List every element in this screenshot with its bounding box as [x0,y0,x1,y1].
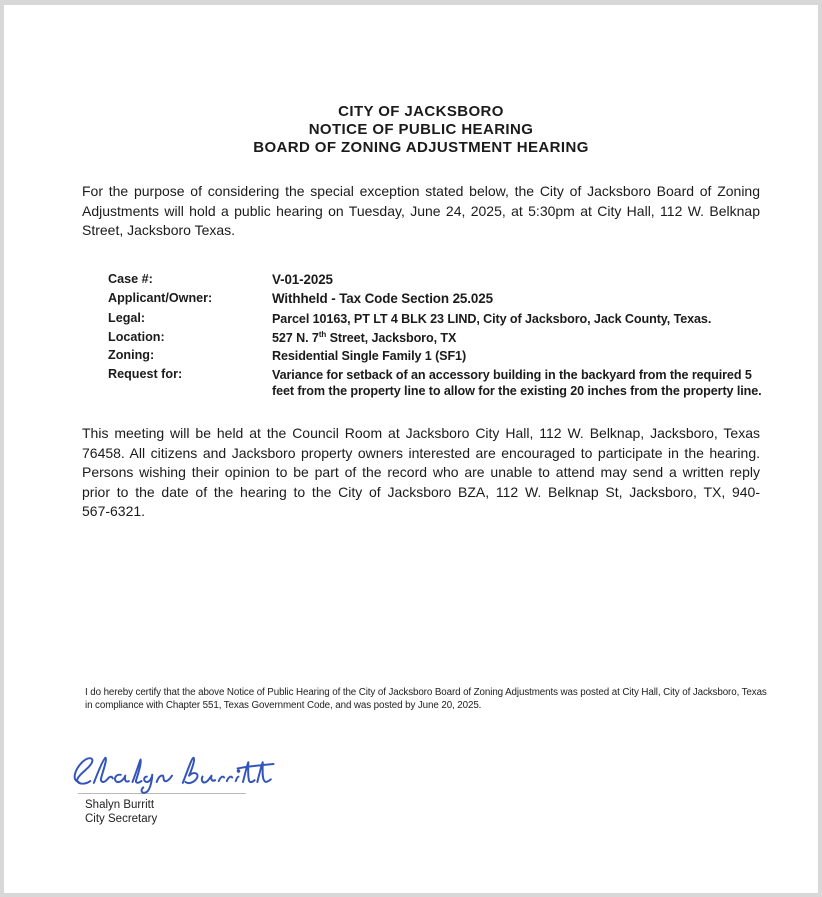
case-detail-row [108,330,774,347]
case-detail-value: Variance for setback of an accessory building in the backyard from the required 5 feet from the property line to allow for the existing 20 inches from the property line. [272,367,762,398]
case-detail-label: Request for: [108,366,183,381]
document-page [4,5,818,893]
notice-title-line-1: CITY OF JACKSBORO [338,103,504,120]
signatory-name: Shalyn Burritt [85,799,155,811]
intro-paragraph: For the purpose of considering the special exception stated below, the City of Jacksboro Board of Zoning Adjustments will hold a public hearing on Tuesday, June 24, 2025, at 5:30pm at City Hall, 112 W. Belknap Street, Jacksboro Texas. [82,183,760,238]
case-detail-label: Location: [108,329,165,344]
case-detail-value: Withheld - Tax Code Section 25.025 [272,290,493,306]
signatory-block [85,799,157,826]
certification-statement: I do hereby certify that the above Notice of Public Hearing of the City of Jacksboro Board of Zoning Adjustments was posted at City Hall, City of Jacksboro, Texas in compliance with Chapter 551, Texas Government Code, and was posted by June 20, 2025. [85,687,767,711]
case-detail-row [108,348,774,365]
case-detail-row [108,272,774,289]
case-detail-value: Residential Single Family 1 (SF1) [272,349,467,363]
case-detail-row [108,311,774,328]
notice-title-line-2: NOTICE OF PUBLIC HEARING [308,121,534,138]
case-detail-label: Zoning: [108,348,155,362]
case-detail-row [108,367,774,400]
case-detail-label: Case #: [108,272,153,286]
signature-strokes [75,758,274,793]
notice-title-line-3: BOARD OF ZONING ADJUSTMENT HEARING [253,139,589,156]
signature-ink [66,749,278,797]
signatory-role: City Secretary [85,812,158,825]
case-detail-row [108,291,774,308]
meeting-info-paragraph: This meeting will be held at the Council Room at Jacksboro City Hall, 112 W. Belknap, Jacksboro, Texas 76458. All citizens and Jacksboro property owners interested are encouraged to participate in the hearing. Persons wishing their opinion to be part of the record who are unable to attend may send a written reply prior to the date of the hearing to the City of Jacksboro BZA, 112 W. Belknap St, Jacksboro, TX, 940-567-6321. [82,425,760,519]
case-detail-value: Parcel 10163, PT LT 4 BLK 23 LIND, City of Jacksboro, Jack County, Texas. [272,312,712,326]
case-detail-label: Applicant/Owner: [108,290,213,305]
case-detail-value: 527 N. 7th Street, Jacksboro, TX [272,329,457,345]
case-detail-label: Legal: [108,311,146,325]
notice-title [82,103,760,157]
case-details-table [108,272,774,402]
case-detail-value: V-01-2025 [272,272,333,287]
